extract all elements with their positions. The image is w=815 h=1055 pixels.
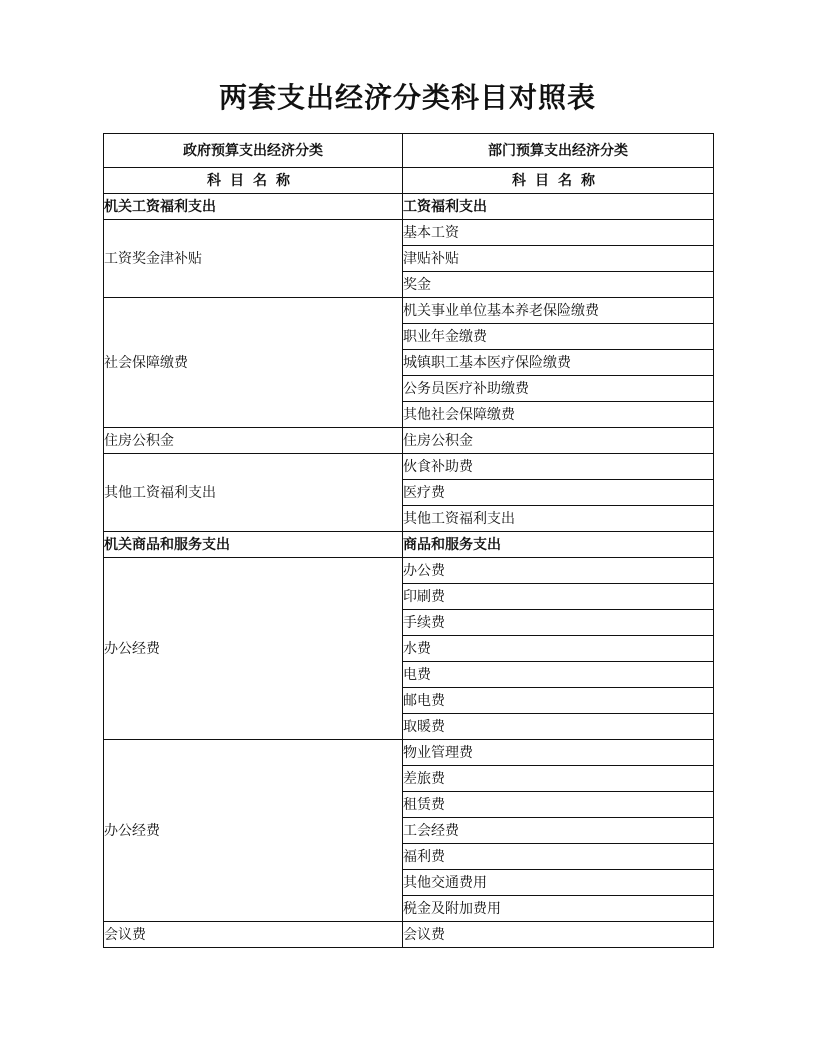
gov-category-cell: 办公经费 — [104, 740, 403, 922]
dept-category-cell: 邮电费 — [403, 688, 714, 714]
dept-category-cell: 印刷费 — [403, 584, 714, 610]
classification-table — [103, 133, 714, 948]
dept-category-cell: 其他交通费用 — [403, 870, 714, 896]
dept-category-cell: 会议费 — [403, 922, 714, 948]
dept-category-cell: 工会经费 — [403, 818, 714, 844]
dept-category-cell: 差旅费 — [403, 766, 714, 792]
gov-category-cell: 办公经费 — [104, 558, 403, 740]
dept-category-cell: 城镇职工基本医疗保险缴费 — [403, 350, 714, 376]
section-title-left: 机关工资福利支出 — [104, 194, 403, 220]
section-row — [104, 194, 714, 220]
table-row — [104, 298, 714, 324]
dept-category-cell: 医疗费 — [403, 480, 714, 506]
page-title: 两套支出经济分类科目对照表 — [218, 81, 596, 114]
table-row — [104, 220, 714, 246]
gov-category-cell: 工资奖金津补贴 — [104, 220, 403, 298]
table-row — [104, 922, 714, 948]
gov-category-cell: 社会保障缴费 — [104, 298, 403, 428]
dept-category-cell: 办公费 — [403, 558, 714, 584]
header-gov-budget: 政府预算支出经济分类 — [104, 134, 403, 168]
dept-category-cell: 物业管理费 — [403, 740, 714, 766]
table-row — [104, 428, 714, 454]
section-title-left: 机关商品和服务支出 — [104, 532, 403, 558]
table-row — [104, 454, 714, 480]
section-title-right: 工资福利支出 — [403, 194, 714, 220]
dept-category-cell: 租赁费 — [403, 792, 714, 818]
dept-category-cell: 住房公积金 — [403, 428, 714, 454]
table-body — [104, 194, 714, 948]
table-header-row — [104, 134, 714, 168]
gov-category-cell: 住房公积金 — [104, 428, 403, 454]
dept-category-cell: 税金及附加费用 — [403, 896, 714, 922]
table-row — [104, 558, 714, 584]
dept-category-cell: 其他工资福利支出 — [403, 506, 714, 532]
dept-category-cell: 职业年金缴费 — [403, 324, 714, 350]
dept-category-cell: 电费 — [403, 662, 714, 688]
dept-category-cell: 伙食补助费 — [403, 454, 714, 480]
table-row — [104, 740, 714, 766]
dept-category-cell: 津贴补贴 — [403, 246, 714, 272]
dept-category-cell: 基本工资 — [403, 220, 714, 246]
dept-category-cell: 公务员医疗补助缴费 — [403, 376, 714, 402]
dept-category-cell: 手续费 — [403, 610, 714, 636]
gov-category-cell: 会议费 — [104, 922, 403, 948]
subheader-right: 科目名称 — [403, 168, 714, 194]
section-title-right: 商品和服务支出 — [403, 532, 714, 558]
dept-category-cell: 水费 — [403, 636, 714, 662]
section-row — [104, 532, 714, 558]
dept-category-cell: 福利费 — [403, 844, 714, 870]
table-subheader-row — [104, 168, 714, 194]
dept-category-cell: 机关事业单位基本养老保险缴费 — [403, 298, 714, 324]
dept-category-cell: 奖金 — [403, 272, 714, 298]
dept-category-cell: 取暖费 — [403, 714, 714, 740]
subheader-left: 科目名称 — [104, 168, 403, 194]
header-dept-budget: 部门预算支出经济分类 — [403, 134, 714, 168]
dept-category-cell: 其他社会保障缴费 — [403, 402, 714, 428]
gov-category-cell: 其他工资福利支出 — [104, 454, 403, 532]
